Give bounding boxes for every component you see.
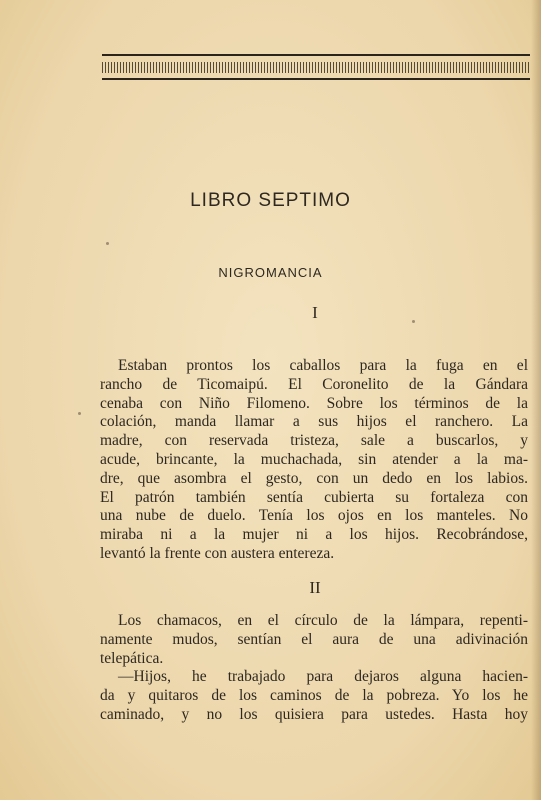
text-line: El patrón también sentía cubierta su fortaleza con — [100, 488, 528, 506]
text-line: una nube de duelo. Tenía los ojos en los manteles. No — [100, 507, 528, 525]
ornament-rule-top — [102, 54, 530, 56]
text-line: levantó la frente con austera entereza. — [100, 544, 335, 562]
paper-speck — [412, 320, 415, 323]
text-line: madre, con reservada tristeza, sale a buscarlos, y — [100, 432, 528, 450]
paper-speck — [106, 242, 109, 245]
text-line: da y quitaros de los caminos de la pobreza. Yo los he — [100, 686, 528, 704]
page-edge-shadow — [531, 0, 541, 800]
text-line: telepática. — [100, 649, 164, 667]
ornament-hatching — [102, 62, 530, 73]
text-line: miraba ni a la mujer ni a los hijos. Recobrándose, — [100, 526, 528, 544]
header-ornament — [102, 52, 530, 82]
section-numeral-1: I — [312, 303, 318, 322]
text-line: acude, brincante, la muchachada, sin atender a la ma- — [100, 450, 528, 468]
section-1-paragraph-1 — [100, 357, 528, 564]
text-line: colación, manda llamar a sus hijos el ranchero. La — [100, 413, 528, 431]
section-2-paragraph-2 — [100, 668, 528, 724]
text-line: namente mudos, sentían el aura de una adivinación — [100, 630, 528, 648]
text-line: Los chamacos, en el círculo de la lámpara, repenti- — [118, 612, 528, 629]
text-line: rancho de Ticomaipú. El Coronelito de la Gándara — [100, 375, 528, 393]
text-line: caminado, y no los quisiera para ustedes. Hasta hoy — [100, 705, 528, 723]
book-title: LIBRO SEPTIMO — [190, 190, 351, 211]
text-line: cenaba con Niño Filomeno. Sobre los términos de la — [100, 394, 528, 412]
section-2-paragraph-1 — [100, 612, 528, 668]
text-line: dre, que asombra el gesto, con un dedo en los labios. — [100, 469, 528, 487]
section-numeral-2: II — [309, 578, 321, 597]
paper-speck — [78, 412, 81, 415]
text-line: —Hijos, he trabajado para dejaros alguna hacien- — [118, 668, 528, 685]
text-line: Estaban prontos los caballos para la fuga en el — [118, 357, 528, 374]
chapter-title: NIGROMANCIA — [218, 265, 323, 280]
ornament-rule-bottom — [102, 78, 530, 80]
